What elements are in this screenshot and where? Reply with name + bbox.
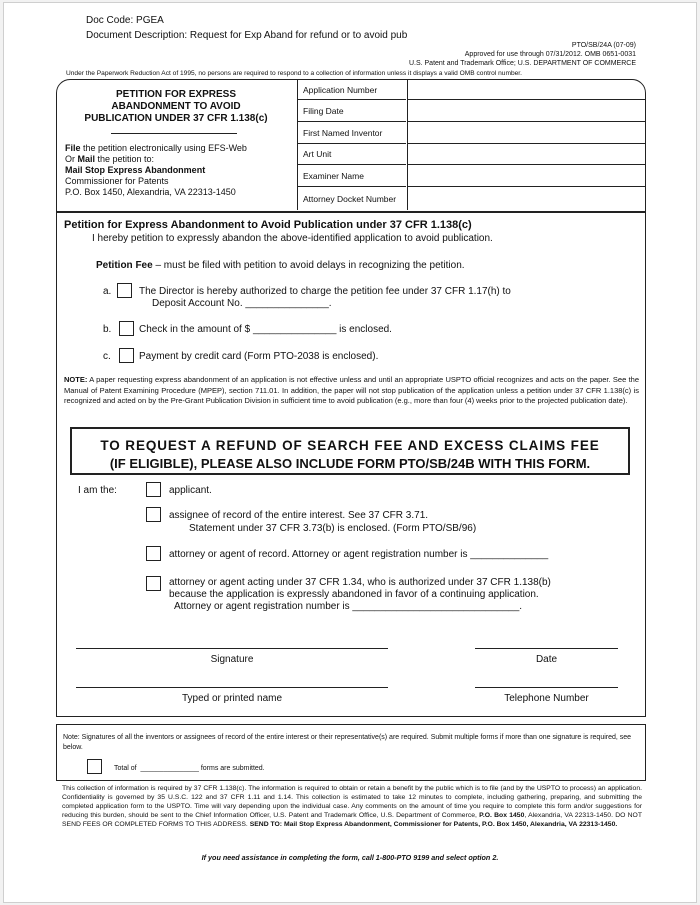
option-a-text: The Director is hereby authorized to charge the petition fee under 37 CFR 1.17(h) to: [139, 286, 511, 297]
option-c-text: Payment by credit card (Form PTO-2038 is enclosed).: [139, 351, 379, 362]
deposit-account-text: Deposit Account No. _______________.: [152, 298, 332, 309]
option-b-letter: b.: [103, 324, 112, 335]
doc-code: Doc Code: PGEA: [86, 15, 164, 26]
attorney-134-text: attorney or agent acting under 37 CFR 1.34, who is authorized under 37 CFR 1.138(b): [169, 577, 551, 588]
po-box: P.O. Box 1450, Alexandria, VA 22313-1450: [65, 187, 236, 197]
form-page: [3, 2, 697, 903]
petition-fee: Petition Fee – must be filed with petition to avoid delays in recognizing the petition.: [96, 260, 465, 271]
header-box: [56, 79, 646, 212]
assignee-statement: Statement under 37 CFR 3.73(b) is enclosed. (Form PTO/SB/96): [189, 523, 477, 534]
art-unit-label: Art Unit: [298, 144, 406, 165]
typed-name-line[interactable]: [76, 687, 388, 688]
option-c-letter: c.: [103, 351, 111, 362]
first-named-inventor-input[interactable]: [408, 122, 645, 144]
attorney-of-record-text: attorney or agent of record. Attorney or agent registration number is ______________: [169, 549, 549, 560]
burden-statement: This collection of information is required by 37 CFR 1.138(c). The information is required to obtain or retain a benefit by the public which is to file (and by the USPTO to process) an application. Confidentiality is governed by 35 U.S.C. 122 and 37 CFR 1.11 and 1.14. This collection is estimated to take 12 minutes to complete, including gathering, preparing, and submitting the completed application form to the USPTO. Time will vary depending upon the individual case. Any comments on the amount of time you require to complete this form and/or suggestions for reducing this burden, should be sent to the Chief Information Officer, U.S. Patent and Trademark Office, U.S. Department of Commerce, P.O. Box 1450, Alexandria, VA 22313-1450. DO NOT SEND FEES OR COMPLETED FORMS TO THIS ADDRESS. SEND TO: Mail Stop Express Abandonment, Commissioner for Patents, P.O. Box 1450, Alexandria, VA 22313-1450.: [62, 785, 642, 828]
art-unit-input[interactable]: [408, 144, 645, 165]
title-line-1: PETITION FOR EXPRESS: [115, 89, 237, 100]
signature-note-box: [56, 724, 646, 781]
commissioner: Commissioner for Patents: [65, 176, 169, 186]
attorney-134-text-2: because the application is expressly abandoned in favor of a continuing application.: [169, 589, 539, 600]
title-panel: [57, 80, 295, 210]
attorney-of-record-checkbox[interactable]: [146, 546, 161, 561]
option-b-text: Check in the amount of $ _______________ is enclosed.: [139, 324, 392, 335]
application-number-input[interactable]: [408, 80, 645, 100]
total-forms: Total of _______________ forms are submitted.: [114, 765, 265, 772]
applicant-text: applicant.: [169, 485, 212, 496]
title-line-2: ABANDONMENT TO AVOID: [111, 101, 241, 112]
date-line[interactable]: [475, 648, 618, 649]
mail-instruction: Or Mail the petition to:: [65, 154, 155, 164]
assignee-checkbox[interactable]: [146, 507, 161, 522]
doc-description: Document Description: Request for Exp Aband for refund or to avoid pub: [86, 30, 408, 41]
date-label: Date: [535, 654, 558, 665]
attorney-134-checkbox[interactable]: [146, 576, 161, 591]
refund-box: [70, 427, 630, 475]
typed-name-label: Typed or printed name: [181, 693, 283, 704]
telephone-line[interactable]: [475, 687, 618, 688]
filing-date-label: Filing Date: [298, 100, 406, 122]
note-paragraph: NOTE: A paper requesting express abandonment of an application is not effective unless and until an appropriate USPTO official recognizes and acts on the paper. See the Manual of Patent Examining Procedure (MPEP), section 711.01. In addition, the paper will not stop publication of the application unless a petition under 37 CFR 1.138(c) is recognized and acted on by the Pre-Grant Publication Division in sufficient time to avoid publication (e.g., more than four (4) weeks prior to the projected publication date).: [64, 375, 639, 405]
application-number-label: Application Number: [298, 80, 406, 100]
option-a-letter: a.: [103, 286, 112, 297]
refund-line-2: (IF ELIGIBLE), PLEASE ALSO INCLUDE FORM PTO/SB/24B WITH THIS FORM.: [109, 456, 591, 471]
title-rule: [111, 133, 237, 134]
applicant-checkbox[interactable]: [146, 482, 161, 497]
refund-line-1: TO REQUEST A REFUND OF SEARCH FEE AND EXCESS CLAIMS FEE: [100, 438, 600, 453]
i-am-label: I am the:: [78, 485, 117, 496]
signature-label: Signature: [210, 654, 254, 665]
examiner-name-input[interactable]: [408, 165, 645, 187]
assistance-line: If you need assistance in completing the form, call 1-800-PTO 9199 and select option 2.: [201, 853, 499, 862]
petition-heading: Petition for Express Abandonment to Avoid Publication under 37 CFR 1.138(c): [64, 219, 472, 231]
omb-approval: Approved for use through 07/31/2012. OMB 0651-0031: [464, 51, 636, 58]
field-inputs: [407, 80, 645, 210]
signature-line[interactable]: [76, 648, 388, 649]
assignee-text: assignee of record of the entire interest. See 37 CFR 3.71.: [169, 510, 429, 521]
attorney-docket-input[interactable]: [408, 187, 645, 210]
signature-note: Note: Signatures of all the inventors or assignees of record of the entire interest or their representative(s) are required. Submit multiple forms if more than one signature is required, see below.: [63, 734, 632, 751]
option-c-checkbox[interactable]: [119, 348, 134, 363]
form-number: PTO/SB/24A (07-09): [571, 42, 636, 49]
attorney-134-registration: Attorney or agent registration number is ______________________________.: [174, 601, 523, 612]
agency-line: U.S. Patent and Trademark Office; U.S. DEPARTMENT OF COMMERCE: [408, 60, 636, 67]
mail-stop: Mail Stop Express Abandonment: [65, 165, 206, 175]
option-a-checkbox[interactable]: [117, 283, 132, 298]
examiner-name-label: Examiner Name: [298, 165, 406, 187]
attorney-docket-label: Attorney Docket Number: [303, 193, 397, 204]
file-instruction: File the petition electronically using EFS-Web: [65, 143, 247, 153]
total-forms-input[interactable]: _______________: [140, 765, 199, 772]
title-line-3: PUBLICATION UNDER 37 CFR 1.138(c): [84, 113, 268, 124]
filing-date-input[interactable]: [408, 100, 645, 122]
field-labels: [297, 80, 406, 210]
telephone-label: Telephone Number: [504, 693, 589, 704]
total-forms-checkbox[interactable]: [87, 759, 102, 774]
petition-statement: I hereby petition to expressly abandon the above-identified application to avoid publication.: [92, 233, 493, 244]
option-b-checkbox[interactable]: [119, 321, 134, 336]
paperwork-notice: Under the Paperwork Reduction Act of 1995, no persons are required to respond to a collection of information unless it displays a valid OMB control number.: [66, 70, 522, 77]
first-named-inventor-label: First Named Inventor: [298, 122, 406, 144]
